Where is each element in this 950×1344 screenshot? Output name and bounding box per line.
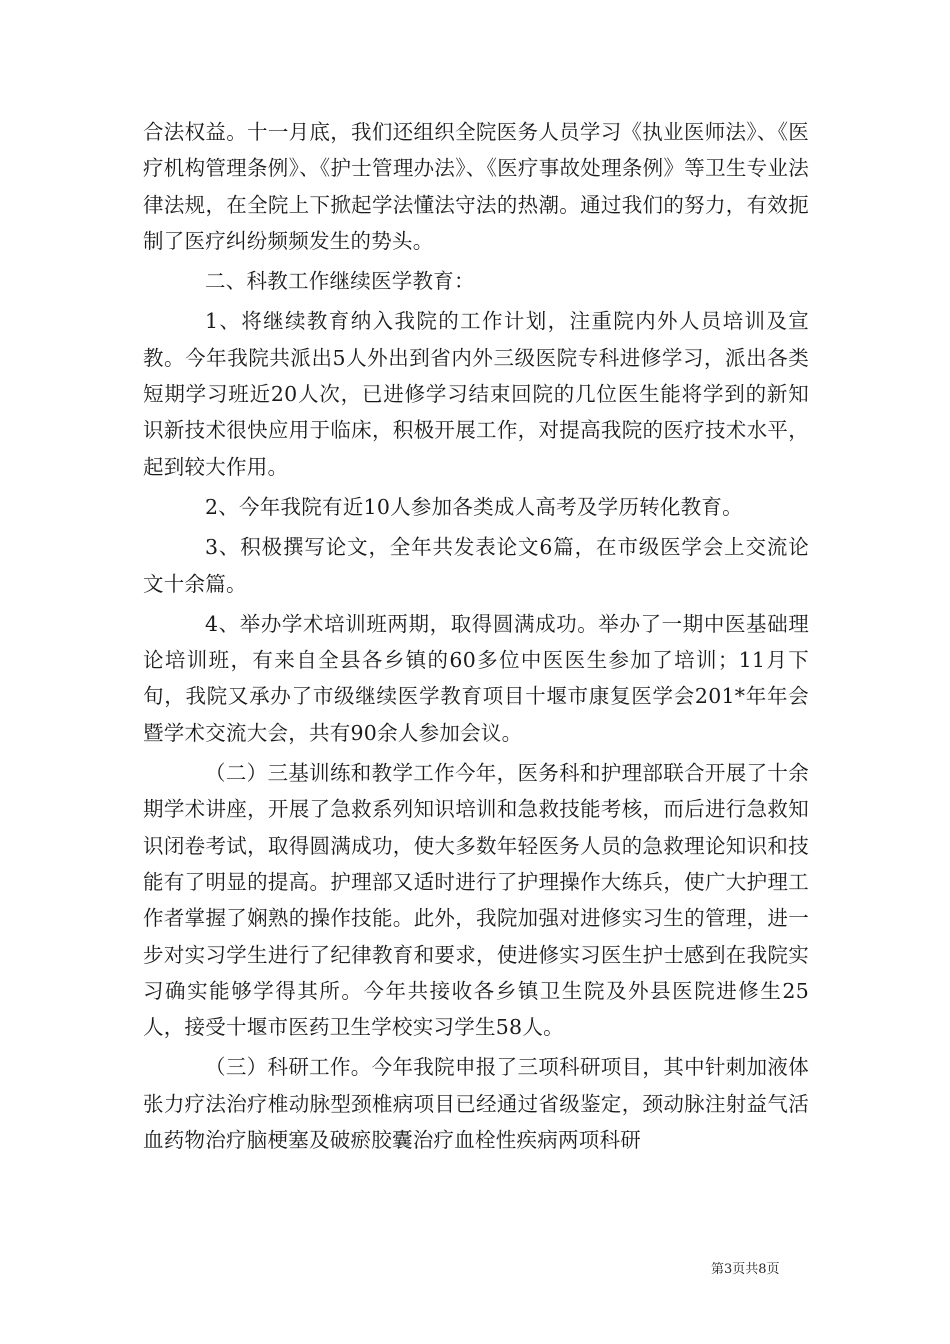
paragraph-adult-exams: 2、今年我院有近10人参加各类成人高考及学历转化教育。 (205, 494, 743, 519)
paragraph-papers: 3、积极撰写论文，全年共发表论文6篇，在市级医学会上交流论文十余篇。 (143, 535, 809, 596)
paragraph-three-basics-training: （二）三基训练和教学工作今年，医务科和护理部联合开展了十余期学术讲座，开展了急救系列知识培训和急救技能考核，而后进行急救知识闭卷考试，取得圆满成功，使大多数年轻医务人员的急救理论知识和技能有了明显的提高。护理部又适时进行了护理操作大练兵，使广大护理工作者掌握了娴熟的操作技能。此外，我院加强对进修实习生的管理，进一步对实习学生进行了纪律教育和要求，使进修实习医生护士感到在我院实习确实能够学得其所。今年共接收各乡镇卫生院及外县医院进修生25人，接受十堰市医药卫生学校实习学生58人。 (143, 761, 809, 1040)
paragraph-legal-training: 合法权益。十一月底，我们还组织全院医务人员学习《执业医师法》、《医疗机构管理条例》、《护士管理办法》、《医疗事故处理条例》等卫生专业法律法规，在全院上下掀起学法懂法守法的热潮。通过我们的努力，有效扼制了医疗纠纷频频发生的势头。 (143, 120, 809, 253)
paragraph-research-work: （三）科研工作。今年我院申报了三项科研项目，其中针刺加液体张力疗法治疗椎动脉型颈椎病项目已经通过省级鉴定，颈动脉注射益气活血药物治疗脑梗塞及破瘀胶囊治疗血栓性疾病两项科研 (143, 1055, 809, 1153)
heading-science-education: 二、科教工作继续医学教育： (205, 269, 475, 294)
paragraph-continuing-education: 1、将继续教育纳入我院的工作计划，注重院内外人员培训及宣教。今年我院共派出5人外出到省内外三级医院专科进修学习，派出各类短期学习班近20人次，已进修学习结束回院的几位医生能将学到的新知识新技术很快应用于临床，积极开展工作，对提高我院的医疗技术水平，起到较大作用。 (143, 309, 809, 479)
paragraph-training-courses: 4、举办学术培训班两期，取得圆满成功。举办了一期中医基础理论培训班，有来自全县各乡镇的60多位中医医生参加了培训；11月下旬，我院又承办了市级继续医学教育项目十堰市康复医学会201*年年会暨学术交流大会，共有90余人参加会议。 (143, 611, 809, 745)
document-body (143, 114, 809, 1162)
page-number: 第3页共8页 (711, 1262, 780, 1277)
